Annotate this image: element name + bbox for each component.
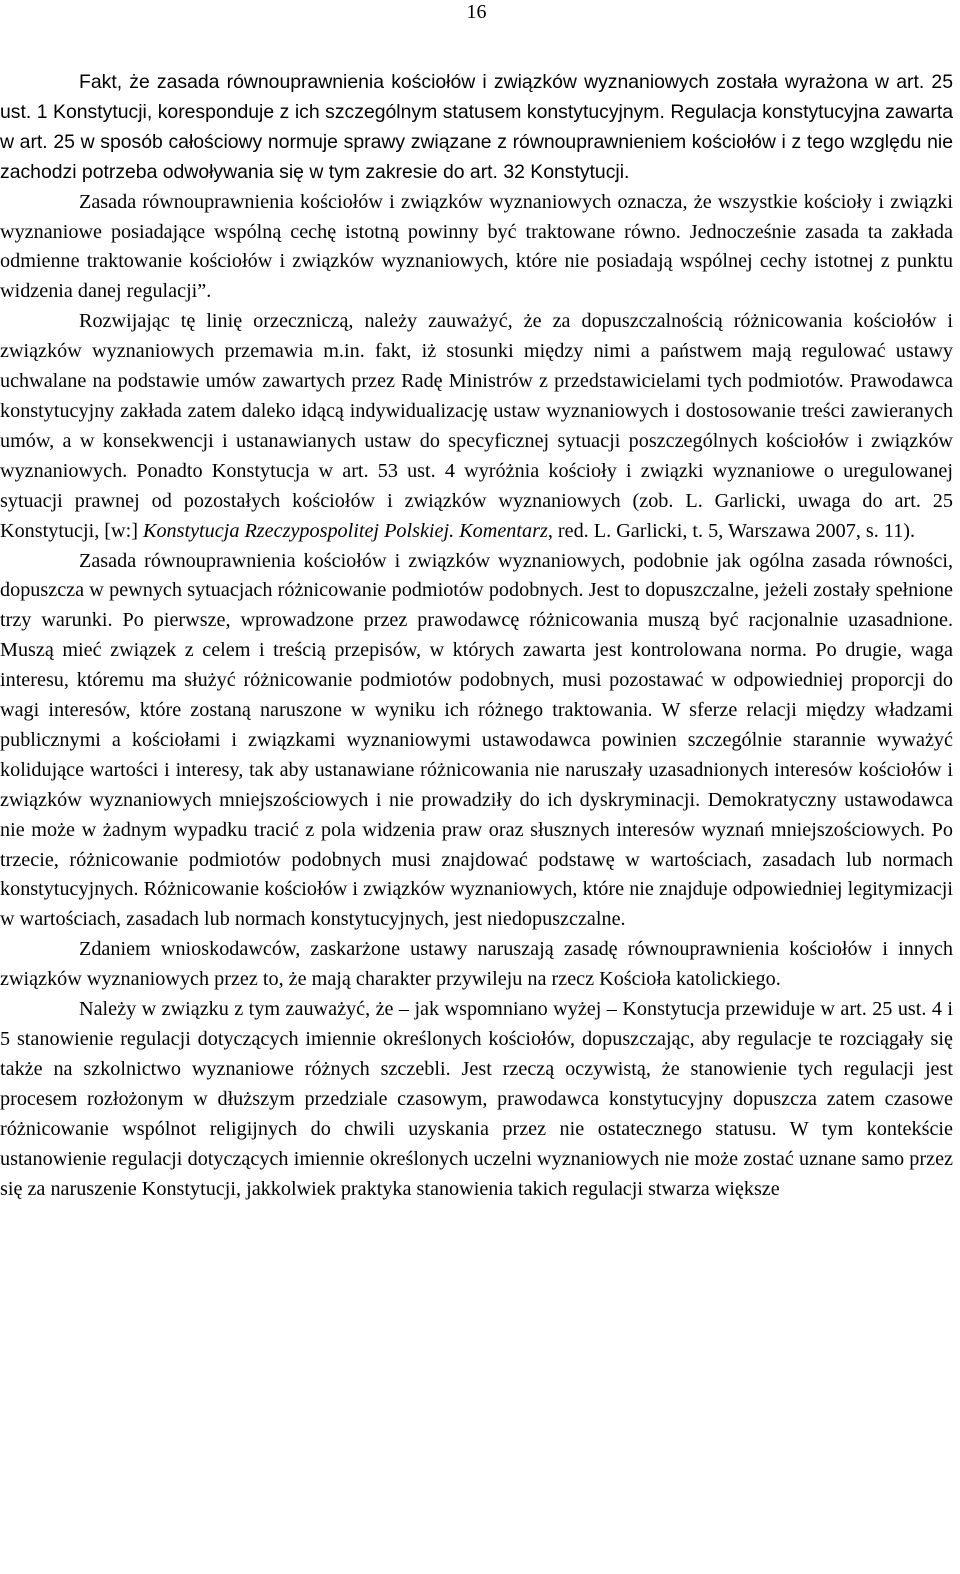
- paragraph-2-text: Zasada równouprawnienia kościołów i związków wyznaniowych oznacza, że wszystkie kościoły i związki wyznaniowe posiadające wspólną cechę istotną powinny być traktowane równo. Jednocześnie zasada ta zakłada odmienne traktowanie kościołów i związków wyznaniowych, które nie posiadają wspólnej cechy istotnej z punktu widzenia danej regulacji”.: [0, 190, 953, 303]
- citation-details: , red. L. Garlicki, t. 5, Warszawa 2007, s. 11).: [547, 519, 916, 542]
- paragraph-6-text: Należy w związku z tym zauważyć, że – jak wspomniano wyżej – Konstytucja przewiduje w art. 25 ust. 4 i 5 stanowienie regulacji dotyczących imiennie określonych kościołów, dopuszczając, aby regulacje te rozciągały się także na szkolnictwo wyznaniowe różnych szczebli. Jest rzeczą oczywistą, że stanowienie tych regulacji jest procesem rozłożonym w dłuższym przedziale czasowym, prawodawca konstytucyjny dopuszcza zatem czasowe różnicowanie wspólnot religijnych do chwili uzyskania przez nie ostatecznego statusu. W tym kontekście ustanowienie regulacji dotyczących imiennie określonych uczelni wyznaniowych nie może zostać uznane samo przez się za naruszenie Konstytucji, jakkolwiek praktyka stanowienia takich regulacji stwarza większe: [0, 998, 953, 1200]
- paragraph-1-text: Fakt, że zasada równouprawnienia kościołów i związków wyznaniowych została wyrażona w art. 25 ust. 1 Konstytucji, koresponduje z ich szczególnym statusem konstytucyjnym. Regulacja konstytucyjna zawarta w art. 25 w sposób całościowy normuje sprawy związane z równouprawnieniem kościołów i z tego względu nie zachodzi potrzeba odwoływania się w tym zakresie do art. 32 Konstytucji.: [0, 71, 953, 183]
- paragraph-4-text: Zasada równouprawnienia kościołów i związków wyznaniowych, podobnie jak ogólna zasada równości, dopuszcza w pewnych sytuacjach różnicowanie podmiotów podobnych. Jest to dopuszczalne, jeżeli zostały spełnione trzy warunki. Po pierwsze, wprowadzone przez prawodawcę różnicowania muszą być racjonalnie uzasadnione. Muszą mieć związek z celem i treścią przepisów, w których zawarta jest kontrolowana norma. Po drugie, waga interesu, któremu ma służyć różnicowanie podmiotów podobnych, musi pozostawać w odpowiedniej proporcji do wagi interesów, które zostaną naruszone w wyniku ich różnego traktowania. W sferze relacji między władzami publicznymi a kościołami i związkami wyznaniowymi ustawodawca powinien szczególnie starannie wyważyć kolidujące wartości i interesy, tak aby ustanawiane różnicowania nie naruszały uzasadnionych interesów kościołów i związków wyznaniowych mniejszościowych i nie prowadziły do ich dyskryminacji. Demokratyczny ustawodawca nie może w żadnym wypadku tracić z pola widzenia praw oraz słusznych interesów wyznań mniejszościowych. Po trzecie, różnicowanie podmiotów podobnych musi znajdować podstawę w wartościach, zasadach lub normach konstytucyjnych. Różnicowanie kościołów i związków wyznaniowych, które nie znajduje odpowiedniej legitymizacji w wartościach, zasadach lub normach konstytucyjnych, jest niedopuszczalne.: [0, 549, 953, 931]
- paragraph-6: [0, 995, 953, 1204]
- citation-title: Konstytucja Rzeczypospolitej Polskiej. Komentarz: [142, 519, 548, 542]
- paragraph-5-text: Zdaniem wnioskodawców, zaskarżone ustawy naruszają zasadę równouprawnienia kościołów i innych związków wyznaniowych przez to, że mają charakter przywileju na rzecz Kościoła katolickiego.: [0, 938, 953, 991]
- paragraph-5: [0, 935, 953, 995]
- paragraph-2: [0, 188, 953, 308]
- paragraph-3-text: Rozwijając tę linię orzeczniczą, należy zauważyć, że za dopuszczalnością różnicowania kościołów i związków wyznaniowych przemawia m.in. fakt, iż stosunki między nimi a państwem mają regulować ustawy uchwalane na podstawie umów zawartych przez Radę Ministrów z przedstawicielami tych podmiotów. Prawodawca konstytucyjny zakłada zatem daleko idącą indywidualizację ustaw wyznaniowych i dostosowanie treści zawieranych umów, a w konsekwencji i ustanawianych ustaw do specyficznej sytuacji poszczególnych kościołów i związków wyznaniowych. Ponadto Konstytucja w art. 53 ust. 4 wyróżnia kościoły i związki wyznaniowe o uregulowanej sytuacji prawnej od pozostałych kościołów i związków wyznaniowych (zob. L. Garlicki, uwaga do art. 25 Konstytucji, [w:]: [0, 310, 953, 542]
- page-number: 16: [466, 1, 487, 23]
- document-body: [0, 68, 953, 1204]
- paragraph-4: [0, 547, 953, 936]
- paragraph-1: [0, 68, 953, 188]
- paragraph-3: [0, 307, 953, 546]
